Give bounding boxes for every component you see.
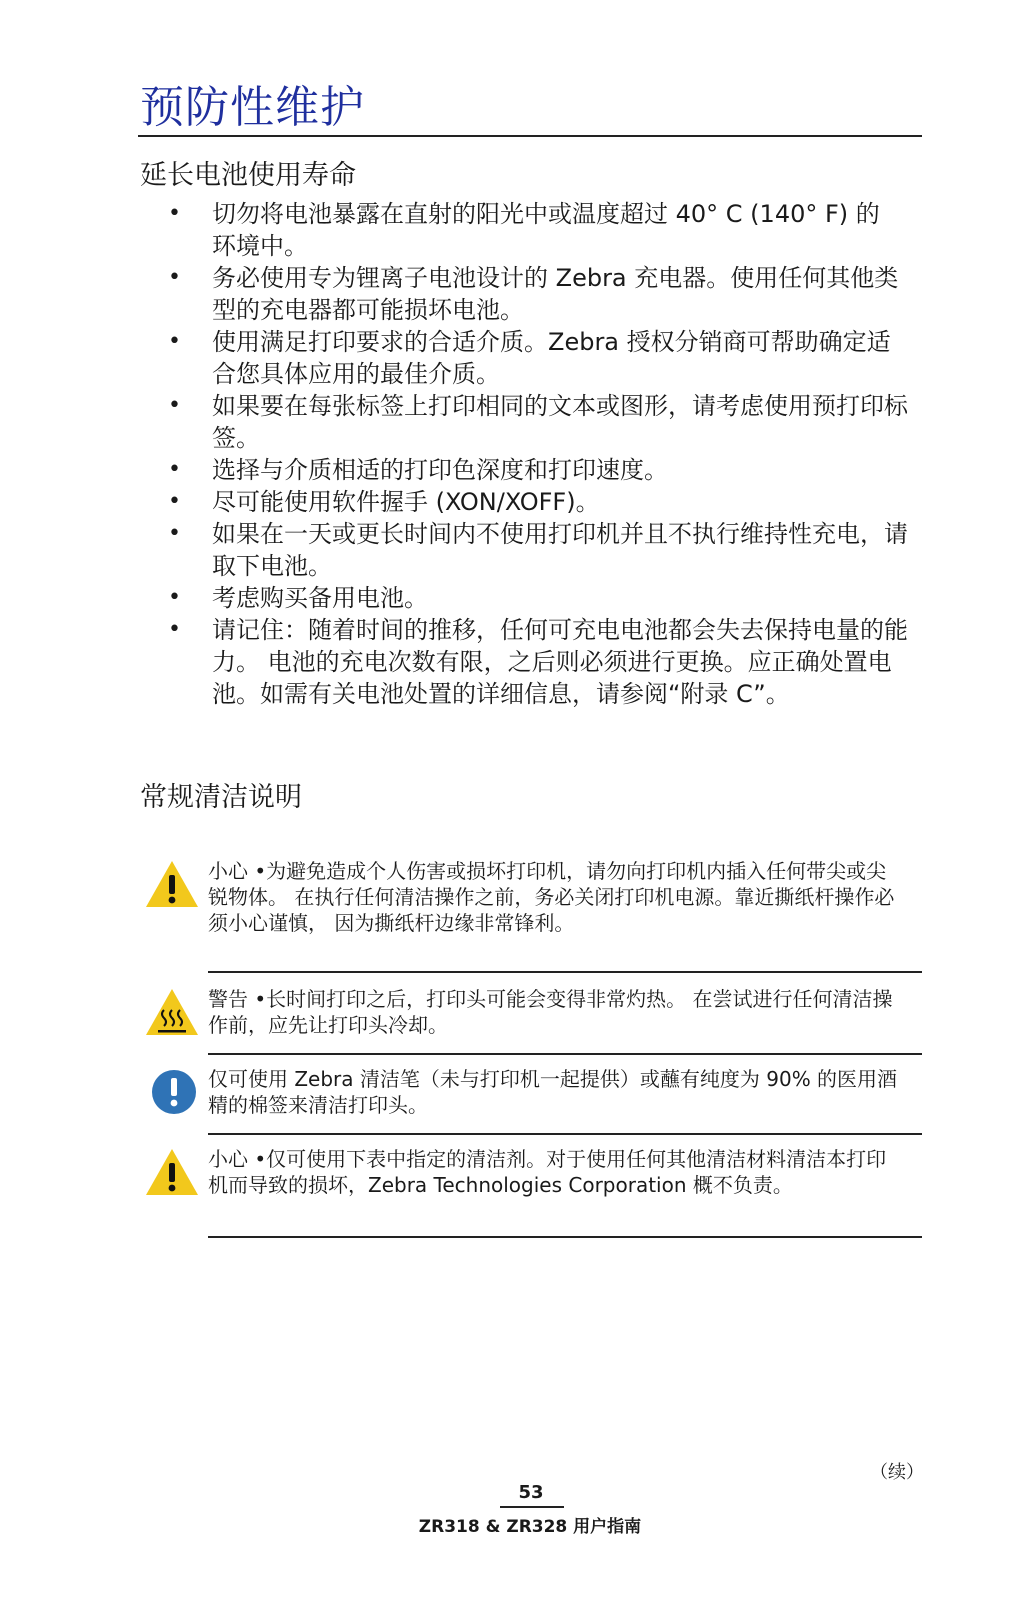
bullet-icon: • bbox=[168, 585, 181, 610]
notice-divider bbox=[208, 1133, 922, 1135]
hot-surface-warning-notice bbox=[138, 986, 922, 1066]
list-item bbox=[168, 262, 912, 326]
bullet-icon: • bbox=[168, 393, 181, 418]
list-item-text: 如果要在每张标签上打印相同的文本或图形，请考虑使用预打印标签。 bbox=[212, 392, 908, 452]
list-item bbox=[168, 198, 902, 262]
list-item-text: 选择与介质相适的打印色深度和打印速度。 bbox=[212, 456, 668, 484]
notice-body: 长时间打印之后，打印头可能会变得非常灼热。 在尝试进行任何清洁操作前，应先让打印头冷却。 bbox=[208, 987, 893, 1037]
important-notice bbox=[138, 1066, 922, 1146]
list-item bbox=[168, 518, 912, 582]
notice-text bbox=[208, 1146, 898, 1198]
notice-lead: 小心 • bbox=[208, 859, 267, 883]
page-number-divider bbox=[500, 1506, 564, 1508]
footer-guide-title: ZR318 & ZR328 用户指南 bbox=[418, 1517, 642, 1537]
notice-lead: 小心 • bbox=[208, 1147, 267, 1171]
list-item bbox=[168, 614, 912, 710]
list-item bbox=[168, 486, 912, 518]
hot-surface-warning-icon bbox=[144, 986, 200, 1038]
cleaning-agent-caution-notice bbox=[138, 1146, 922, 1246]
bullet-icon: • bbox=[168, 521, 181, 546]
list-item bbox=[168, 390, 912, 454]
list-item bbox=[168, 326, 912, 390]
notice-divider bbox=[208, 971, 922, 973]
important-info-icon bbox=[144, 1066, 200, 1118]
list-item bbox=[168, 582, 912, 614]
notice-body: 为避免造成个人伤害或损坏打印机，请勿向打印机内插入任何带尖或尖锐物体。 在执行任何清洁操作之前，务必关闭打印机电源。靠近撕纸杆操作必须小心谨慎， 因为撕纸杆边缘非常锋利。 bbox=[208, 859, 895, 935]
continued-label: （续） bbox=[870, 1462, 924, 1483]
bullet-icon: • bbox=[168, 201, 181, 226]
notice-divider bbox=[208, 1236, 922, 1238]
cleaning-section-heading: 常规清洁说明 bbox=[140, 782, 302, 813]
battery-section-heading: 延长电池使用寿命 bbox=[140, 160, 356, 191]
list-item-text: 考虑购买备用电池。 bbox=[212, 584, 428, 612]
caution-triangle-icon bbox=[144, 858, 200, 910]
notice-text bbox=[208, 1066, 898, 1118]
battery-tips-list bbox=[168, 198, 928, 710]
list-item-text: 尽可能使用软件握手 (XON/XOFF)。 bbox=[212, 488, 600, 516]
notice-body: 仅可使用 Zebra 清洁笔（未与打印机一起提供）或蘸有纯度为 90% 的医用酒精的棉签来清洁打印头。 bbox=[208, 1067, 898, 1117]
list-item-text: 请记住：随着时间的推移，任何可充电电池都会失去保持电量的能力。 电池的充电次数有限，之后则必须进行更换。应正确处置电池。如需有关电池处置的详细信息，请参阅“附录 C”。 bbox=[212, 616, 908, 708]
page-title: 预防性维护 bbox=[140, 82, 365, 133]
caution-triangle-icon bbox=[144, 1146, 200, 1198]
list-item-text: 使用满足打印要求的合适介质。Zebra 授权分销商可帮助确定适合您具体应用的最佳介质。 bbox=[212, 328, 891, 388]
notice-text bbox=[208, 858, 898, 936]
bullet-icon: • bbox=[168, 489, 181, 514]
list-item bbox=[168, 454, 912, 486]
list-item-text: 如果在一天或更长时间内不使用打印机并且不执行维持性充电，请取下电池。 bbox=[212, 520, 908, 580]
notice-divider bbox=[208, 1053, 922, 1055]
caution-notice bbox=[138, 858, 922, 978]
title-divider bbox=[138, 135, 922, 137]
notice-lead: 警告 • bbox=[208, 987, 267, 1011]
bullet-icon: • bbox=[168, 457, 181, 482]
list-item-text: 务必使用专为锂离子电池设计的 Zebra 充电器。使用任何其他类型的充电器都可能损坏电池。 bbox=[212, 264, 899, 324]
bullet-icon: • bbox=[168, 329, 181, 354]
list-item-text: 切勿将电池暴露在直射的阳光中或温度超过 40° C (140° F) 的环境中。 bbox=[212, 200, 880, 260]
notice-text bbox=[208, 986, 898, 1038]
page-number: 53 bbox=[518, 1482, 544, 1503]
bullet-icon: • bbox=[168, 617, 181, 642]
bullet-icon: • bbox=[168, 265, 181, 290]
notice-body: 仅可使用下表中指定的清洁剂。对于使用任何其他清洁材料清洁本打印机而导致的损坏，Zebra Technologies Corporation 概不负责。 bbox=[208, 1147, 887, 1197]
